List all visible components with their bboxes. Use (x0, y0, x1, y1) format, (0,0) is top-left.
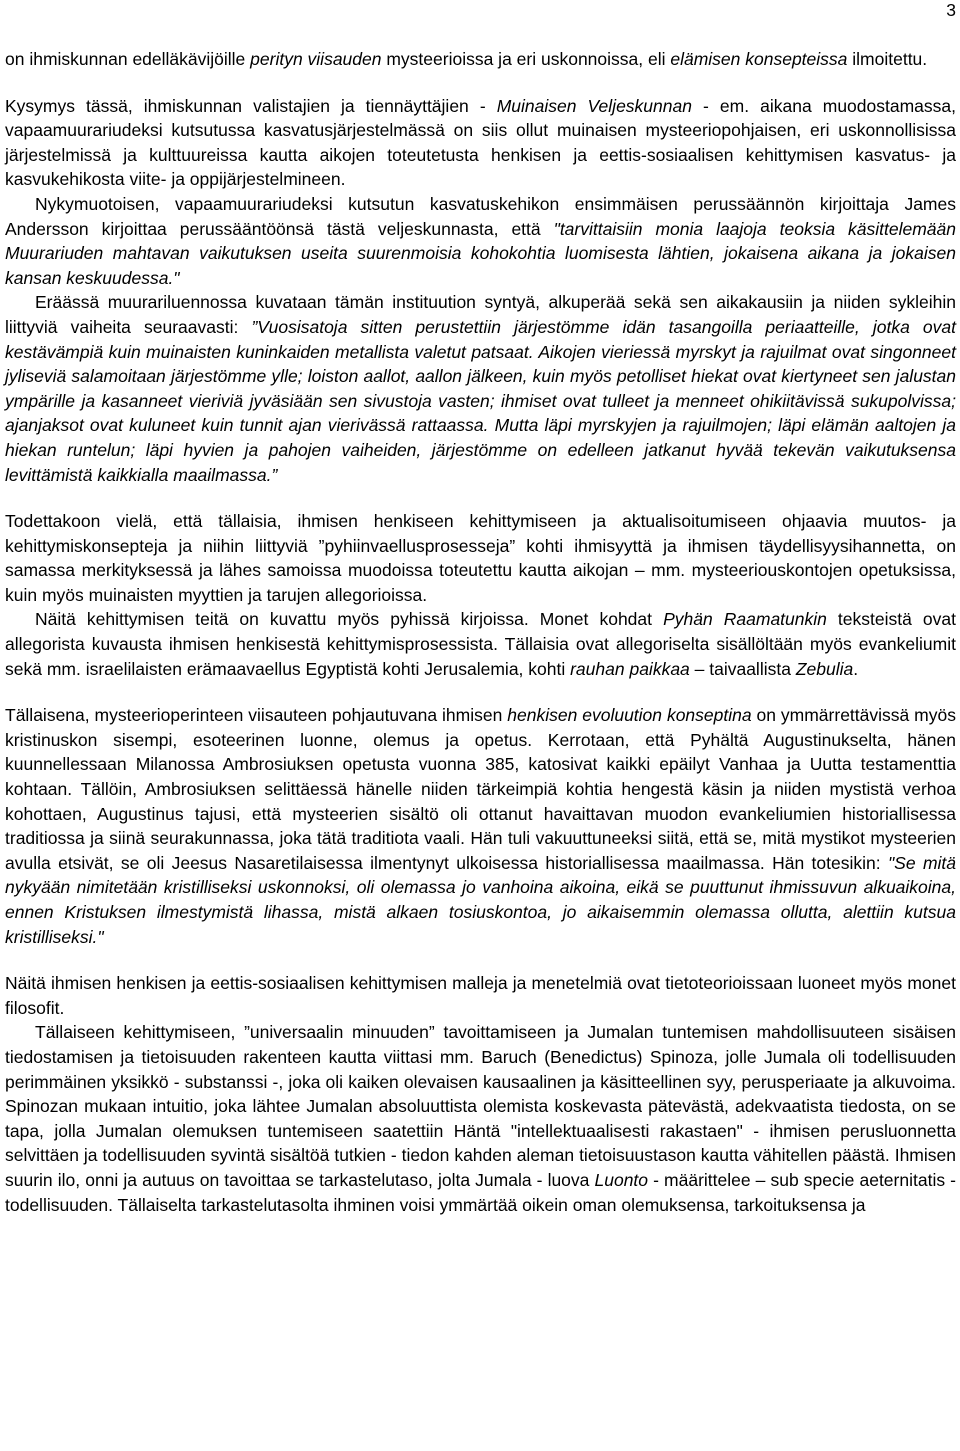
italic-text-segment: Muinaisen Veljeskunnan (496, 95, 692, 116)
text-segment: Kysymys tässä, ihmiskunnan valistajien ja tiennäyttäjien - (5, 95, 497, 116)
text-segment: - em. aikana muodostamassa, vapaamuurariudeksi kutsutussa kasvatusjärjestelmässä on siis ollut muinaisen mysteeriopohjaisen, eri uskonnollisissa järjestelmissä ja kulttuureissa kautta aikojen toteutetusta henkisen ja eettis-sosiaalisen kehittymisen kasvatus- ja kasvukehikosta viite- ja oppijärjestelmineen. (5, 95, 956, 190)
text-segment: . (853, 658, 859, 679)
italic-text-segment: "Se mitä nykyään nimitetään kristilliseksi uskonnoksi, oli olemassa jo vanhoina aikoina, eikä se puuttunut ihmissuvun alkuaikoina, ennen Kristuksen ilmestymistä lihassa, mistä alkaen tosiuskontoa, jo aikaisemmin olemassa ollutta, alettiin kutsua kristilliseksi." (5, 852, 957, 947)
italic-text-segment: perityn viisauden (250, 49, 382, 69)
text-segment: Eräässä muurariluennossa kuvataan tämän instituution syntyä, alkuperää sekä sen aikakausiin ja niiden sykleihin liittyviä vaiheita seuraavasti: (5, 292, 956, 337)
italic-text-segment: "tarvittaisiin monia laajoja teoksia käsittelemään Muurariuden mahtavan vaikutuksen useita suurenmoisia kohokohtia luomisesta lähtien, jokaisena aikana ja jokaisen kansan keskuudessa." (5, 218, 956, 288)
text-segment: teksteistä ovat allegorista kuvausta ihmisen henkisestä kehittymisprosessista. Tällaisia ovat allegoriselta sisällöltään myös evankeliumit sekä mm. israelilaisten erämaavaellus Egyptistä kohti Jerusalemia, kohti (5, 609, 956, 679)
text-segment: Näitä kehittymisen teitä on kuvattu myös pyhissä kirjoissa. Monet kohdat (35, 609, 664, 630)
paragraph (5, 971, 956, 1020)
text-segment: Tällaisena, mysteerioperinteen viisauteen pohjautuvana ihmisen (5, 705, 508, 726)
text-segment: on ymmärrettävissä myös kristinuskon sisempi, esoteerinen luonne, olemus ja opetus. Kerrotaan, että Pyhältä Augustinukselta, hänen kuunnellessaan Milanossa Ambrosiuksen opetusta vuonna 385, katosivat kaikki epäilyt Vanhaa ja Uutta testamenttia kohtaan. Tällöin, Ambrosiuksen selittäessä hänelle niiden tärkeimpiä kohtia hengestä käsin ja niiden mystistä verhoa kohottaen, Augustinus tajusi, että mysteerien sisältö oli ottanut havaittavan muodon evankeliumien historiallisessa traditiossa ja siinä seurakunnassa, joka tätä traditiota vaali. Hän tuli vakuuttuneeksi siitä, että se, mitä mystikot mysteerien avulla etsivät, se oli Jeesus Nasaretilaisessa ilmentynyt ulkoisessa historiallisessa maailmassa. Hän totesikin: (5, 705, 956, 873)
italic-text-segment: henkisen evoluution konseptina (507, 705, 752, 726)
text-segment: Nykymuotoisen, vapaamuurariudeksi kutsutun kasvatuskehikon ensimmäisen perussäännön kirjoittaja James Andersson kirjoittaa perussääntöönsä tästä veljeskunnasta, että (5, 193, 956, 239)
document-body (5, 47, 956, 1217)
italic-text-segment: Luonto (594, 1169, 649, 1190)
text-segment: – taivaallista (689, 658, 796, 679)
paragraph (5, 94, 956, 192)
paragraph (5, 290, 956, 487)
text-segment: Todettakoon vielä, että tällaisia, ihmisen henkiseen kehittymiseen ja aktualisoitumiseen ohjaavia muutos- ja kehittymiskonsepteja ja niihin liittyviä ”pyhiinvaellusprosesseja” kohti ihmisyyttä ja ihmisen täydellisyysihannetta, on samassa merkityksessä ja lähes samoissa muodoissa toteutettu kautta aikojan – mm. mysteeriouskontojen opetuksissa, kuin myös muinaisten myyttien ja tarujen allegorioissa. (5, 511, 956, 605)
italic-text-segment: Zebulia (795, 658, 854, 679)
paragraph (5, 47, 956, 72)
italic-text-segment: Pyhän Raamatunkin (663, 609, 827, 630)
paragraph (5, 192, 956, 290)
text-segment: Näitä ihmisen henkisen ja eettis-sosiaalisen kehittymisen malleja ja menetelmiä ovat tietoteorioissaan luoneet myös monet filosofit. (5, 973, 956, 1018)
text-segment: ilmoitettu. (847, 49, 928, 69)
paragraph (5, 1020, 956, 1217)
text-segment: - määrittelee – sub specie aeternitatis - todellisuuden. Tällaiselta tarkastelutasolta ihminen voisi ymmärtää oikein oman olemuksensa, tarkoituksensa ja (5, 1169, 956, 1215)
text-segment: mysteerioissa ja eri uskonnoissa, eli (381, 49, 671, 69)
italic-text-segment: rauhan paikkaa (570, 658, 690, 679)
page-number: 3 (946, 0, 956, 20)
italic-text-segment: ”Vuosisatoja sitten perustettiin järjestömme idän tasangoilla periaatteille, jotka ovat kestävämpiä kuin muinaisten kuninkaiden metallista valetut patsaat. Aikojen vieriessä myrskyt ja rajuilmat ovat singonneet jyliseviä salamoitaan järjestömme ylle; loiston aallot, aallon jälkeen, kuin myös petolliset hiekat ovat kiertyneet sen jalustan ympärille ja kasanneet vieriviä jyväsiään sen sivustoja vasten; ihmiset ovat tulleet ja menneet ohikiitävissä sukupolvissa; ajanjaksot ovat kuluneet kuin tunnit ajan vierivässä rattaassa. Mutta läpi myrskyjen ja rajuilmojen; läpi elämän aaltojen ja hiekan runtelun; läpi hyvien ja pahojen vaiheiden, järjestömme on edelleen jatkanut hyvää tekevän vaikutuksensa levittämistä kaikkialla maailmassa.” (5, 316, 956, 485)
text-segment: Tällaiseen kehittymiseen, ”universaalin minuuden” tavoittamiseen ja Jumalan tuntemisen mahdollisuuteen sisäisen tiedostamisen ja tietoisuuden rakenteen kautta viittasi mm. Baruch (Benedictus) Spinoza, jolle Jumala oli todellisuuden perimmäinen yksikkö - substanssi -, joka oli kaiken olevaisen kausaalinen ja käsitteellinen syy, perusperiaate ja alkuvoima. Spinozan mukaan intuitio, joka lähtee Jumalan absoluuttista olemista koskevasta pätevästä, adekvaatista tiedosta, on se tapa, jolla Jumalan olemuksen tuntemiseen saatettiin Häntä "intellektuaalisesti rakastaen" - ihmisen perusluonnetta selvittäen ja todellisuuden syvintä sisältöä tutkien - tiedon kahden aleman tietoisuustason kautta vähitellen päästä. Ihmisen suurin ilo, onni ja autuus on tavoittaa se tarkastelutaso, jolta Jumala - luova (5, 1022, 956, 1190)
paragraph (5, 607, 956, 681)
paragraph (5, 703, 956, 949)
italic-text-segment: elämisen konsepteissa (670, 49, 848, 69)
text-segment: on ihmiskunnan edelläkävijöille (5, 49, 251, 69)
paragraph (5, 509, 956, 607)
